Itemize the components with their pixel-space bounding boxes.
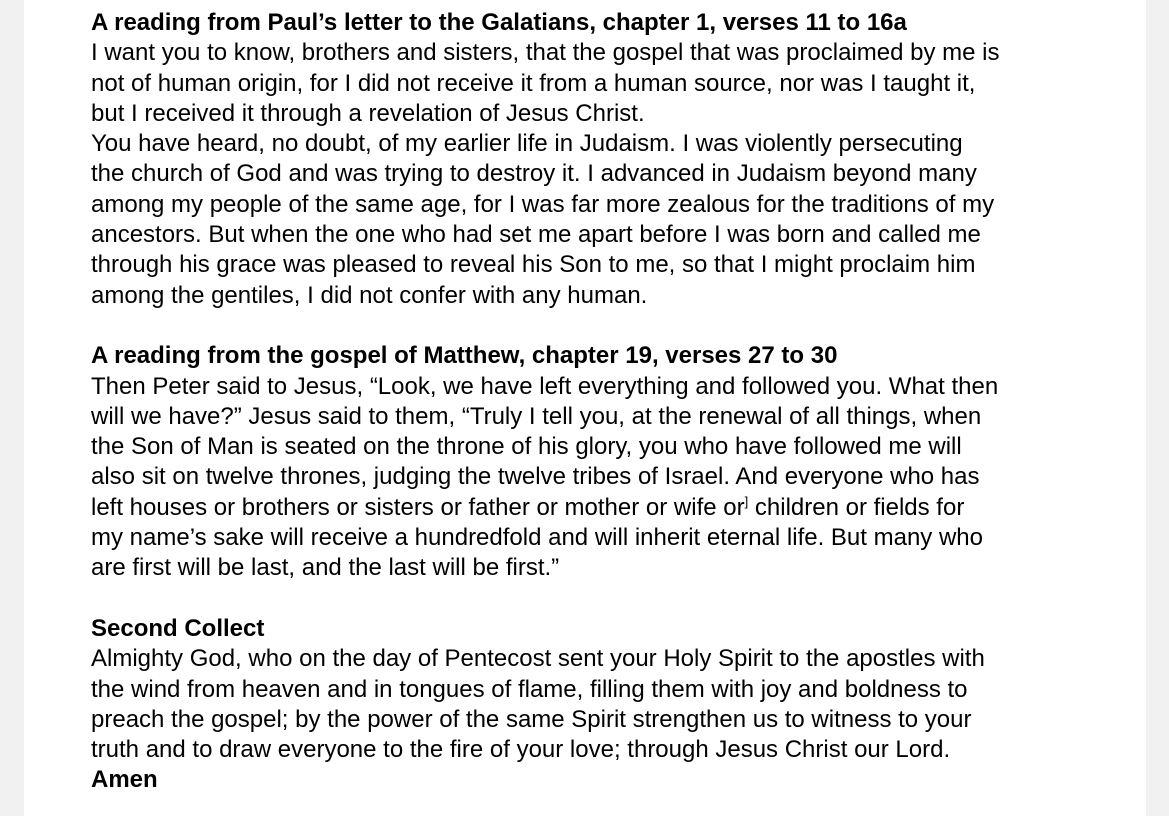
text-line: I want you to know, brothers and sisters, that the gospel that was proclaimed by me is: [91, 39, 1000, 67]
text-line: the wind from heaven and in tongues of flame, filling them with joy and boldness to: [91, 675, 968, 703]
text-line: ancestors. But when the one who had set me apart before I was born and called me: [91, 221, 981, 249]
text-line-with-footnote: [91, 493, 1131, 523]
collect-heading: Second Collect: [91, 614, 265, 642]
text-line: preach the gospel; by the power of the same Spirit strengthen us to witness to your: [91, 705, 972, 733]
text-segment: left houses or brothers or sisters or father or mother or wife or: [91, 493, 745, 521]
text-line: my name’s sake will receive a hundredfold and will inherit eternal life. But many who: [91, 524, 983, 552]
second-collect: [91, 614, 1131, 796]
text-line: You have heard, no doubt, of my earlier life in Judaism. I was violently persecuting: [91, 130, 963, 158]
text-line: Almighty God, who on the day of Pentecost sent your Holy Spirit to the apostles with: [91, 645, 985, 673]
text-line: through his grace was pleased to reveal his Son to me, so that I might proclaim him: [91, 251, 976, 279]
reading-heading: A reading from Paul’s letter to the Galatians, chapter 1, verses 11 to 16a: [91, 9, 907, 36]
text-segment: children or fields for: [748, 493, 965, 521]
text-line: are first will be last, and the last will be first.”: [91, 554, 560, 582]
reading-heading: A reading from the gospel of Matthew, chapter 19, verses 27 to 30: [91, 342, 838, 370]
text-line: truth and to draw everyone to the fire of your love; through Jesus Christ our Lord.: [91, 736, 951, 764]
text-line: among my people of the same age, for I was far more zealous for the traditions of my: [91, 190, 995, 218]
paragraph-spacer: [91, 311, 1131, 341]
paragraph-spacer: [91, 584, 1131, 614]
text-line: the church of God and was trying to destroy it. I advanced in Judaism beyond many: [91, 160, 977, 188]
document-page: [24, 0, 1146, 816]
text-line: the Son of Man is seated on the throne of his glory, you who have followed me will: [91, 433, 962, 461]
reading-galatians: [91, 8, 1131, 311]
document-content: [91, 8, 1131, 796]
text-line: Then Peter said to Jesus, “Look, we have left everything and followed you. What then: [91, 372, 999, 400]
amen-response: Amen: [91, 766, 158, 794]
reading-matthew: [91, 341, 1131, 583]
text-line: not of human origin, for I did not receive it from a human source, nor was I taught it,: [91, 69, 976, 97]
text-line: among the gentiles, I did not confer with any human.: [91, 281, 648, 309]
text-line: also sit on twelve thrones, judging the twelve tribes of Israel. And everyone who has: [91, 463, 980, 491]
text-line: will we have?” Jesus said to them, “Truly I tell you, at the renewal of all things, when: [91, 402, 982, 430]
text-line: but I received it through a revelation of Jesus Christ.: [91, 99, 645, 127]
footnote-mark: ]: [744, 493, 749, 509]
